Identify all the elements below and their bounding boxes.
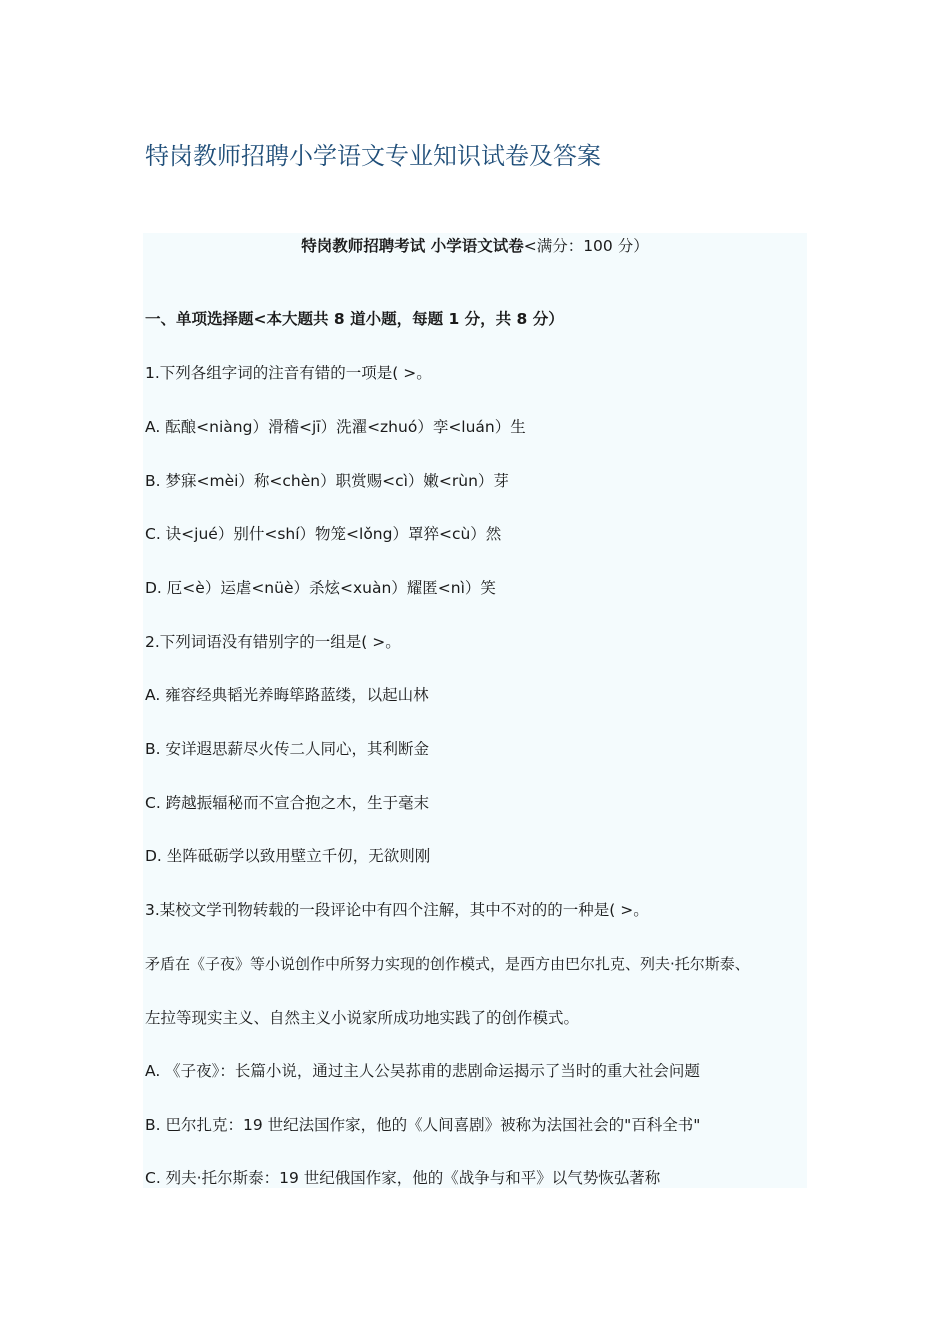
section-heading: 一、单项选择题<本大题共 8 道小题，每题 1 分，共 8 分） bbox=[145, 310, 564, 328]
question-1: 1.下列各组字词的注音有错的一项是( >。 bbox=[145, 364, 432, 382]
question-2-option-c: C. 跨越振辐秘而不宣合抱之木，生于毫末 bbox=[145, 794, 430, 812]
question-2-option-b: B. 安详遐思薪尽火传二人同心，其利断金 bbox=[145, 740, 429, 758]
exam-title-main: 特岗教师招聘考试 小学语文试卷 bbox=[301, 237, 524, 255]
question-3-option-b: B. 巴尔扎克：19 世纪法国作家，他的《人间喜剧》被称为法国社会的"百科全书" bbox=[145, 1116, 701, 1134]
question-1-option-b: B. 梦寐<mèi）称<chèn）职赏赐<cì）嫩<rùn）芽 bbox=[145, 472, 509, 490]
document-title: 特岗教师招聘小学语文专业知识试卷及答案 bbox=[145, 142, 601, 170]
question-1-option-a: A. 酝酿<niàng）滑稽<jī）洗濯<zhuó）孪<luán）生 bbox=[145, 418, 526, 436]
question-2-option-d: D. 坐阵砥砺学以致用壁立千仞，无欲则刚 bbox=[145, 847, 431, 865]
question-1-option-c: C. 诀<jué）别什<shí）物笼<lǒng）罩猝<cù）然 bbox=[145, 525, 502, 543]
question-1-option-d: D. 厄<è）运虐<nüè）杀炫<xuàn）耀匿<nì）笑 bbox=[145, 579, 496, 597]
question-3-passage-line-2: 左拉等现实主义、自然主义小说家所成功地实践了的创作模式。 bbox=[145, 1009, 580, 1027]
question-2: 2.下列词语没有错别字的一组是( >。 bbox=[145, 633, 401, 651]
question-3: 3.某校文学刊物转载的一段评论中有四个注解，其中不对的的一种是( >。 bbox=[145, 901, 649, 919]
exam-title-score: <满分：100 分） bbox=[523, 237, 649, 255]
question-3-passage-line-1: 矛盾在《子夜》等小说创作中所努力实现的创作模式，是西方由巴尔扎克、列夫·托尔斯泰、 bbox=[145, 955, 750, 973]
question-3-option-a: A. 《子夜》：长篇小说，通过主人公吴荪甫的悲剧命运揭示了当时的重大社会问题 bbox=[145, 1062, 700, 1080]
question-2-option-a: A. 雍容经典韬光养晦筚路蓝缕，以起山林 bbox=[145, 686, 429, 704]
exam-title bbox=[143, 236, 807, 256]
question-3-option-c: C. 列夫·托尔斯泰：19 世纪俄国作家，他的《战争与和平》以气势恢弘著称 bbox=[145, 1169, 661, 1187]
